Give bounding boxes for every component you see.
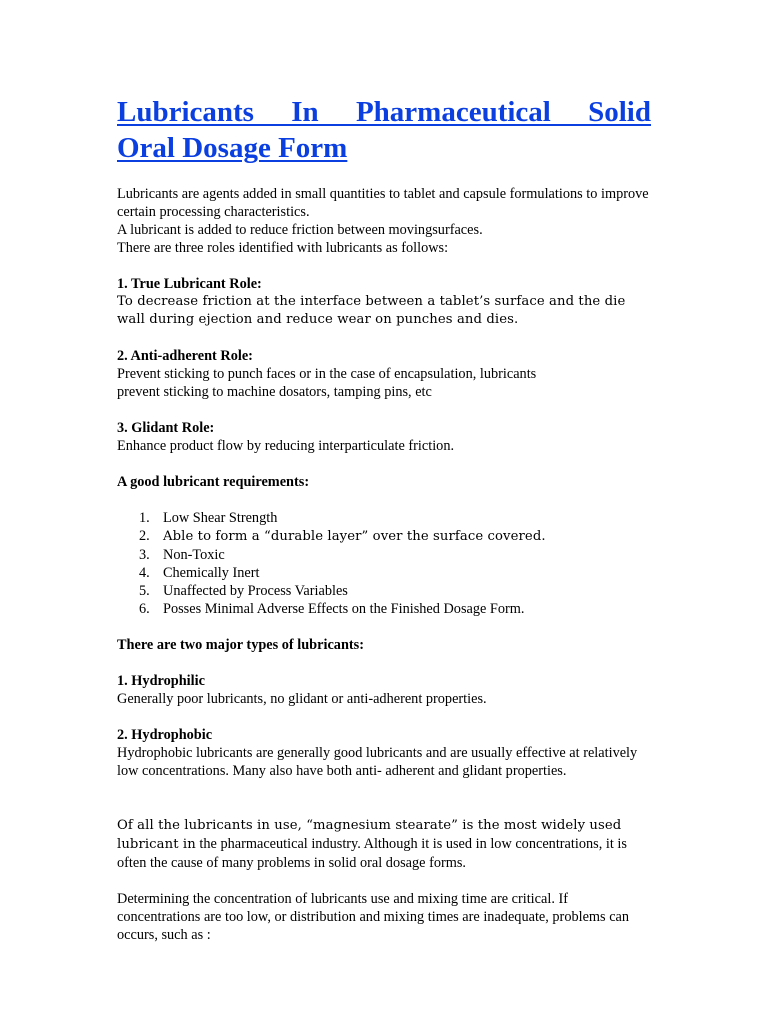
magnesium-stearate-paragraph [117,816,651,872]
role-heading: 2. Anti-adherent Role: [117,348,253,364]
requirements-heading-block [117,473,651,491]
list-item [117,600,651,618]
intro-paragraph-3: There are three roles identified with lubricants as follows: [117,240,449,256]
list-item-text: Posses Minimal Adverse Effects on the Finished Dosage Form. [163,601,525,617]
list-item-number: 4. [139,565,150,581]
list-item-number: 5. [139,583,150,599]
types-heading: There are two major types of lubricants: [117,637,364,653]
role-text: To decrease friction at the interface between a tablet’s surface and the die wall during ejection and reduce wear on punches and dies. [117,294,626,327]
role-anti-adherent [117,347,651,401]
spacer [117,780,651,816]
type-heading: 1. Hydrophilic [117,673,205,689]
mgst-text-part-1: Of all the lubricants in use, “magnesium stearate” is the most widely used lubricant in [117,818,622,852]
requirements-list [117,509,651,618]
role-text-line-1: Prevent sticking to punch faces or in the case of encapsulation, lubricants [117,366,537,382]
document-title-line-1: Lubricants In Pharmaceutical Solid [117,96,651,128]
list-item-text: Chemically Inert [163,565,260,581]
intro-section [117,185,651,257]
list-item-text: Able to form a “durable layer” over the surface covered. [163,529,546,544]
document-title-line-2: Oral Dosage Form [117,132,348,164]
document-page [117,94,651,962]
role-true-lubricant [117,275,651,329]
list-item-text: Unaffected by Process Variables [163,583,348,599]
list-item [117,582,651,600]
list-item-number: 2. [139,528,150,544]
list-item [117,527,651,546]
list-item-text: Non-Toxic [163,547,225,563]
list-item-text: Low Shear Strength [163,510,278,526]
requirements-heading: A good lubricant requirements: [117,474,310,490]
list-item-number: 6. [139,601,150,617]
type-hydrophilic [117,672,651,708]
role-glidant [117,419,651,455]
document-title [117,94,651,166]
list-item-number: 1. [139,510,150,526]
list-item [117,546,651,564]
type-hydrophobic [117,726,651,780]
closing-text: Determining the concentration of lubricants use and mixing time are critical. If concentrations are too low, or distribution and mixing times are inadequate, problems can occurs, such as : [117,891,630,943]
intro-paragraph-1: Lubricants are agents added in small quantities to tablet and capsule formulations to improve certain processing characteristics. [117,186,649,220]
mgst-text-part-2: the pharmaceutical industry. Although it is used in low concentrations, it is often the cause of many problems in solid oral dosage forms. [117,836,627,871]
list-item-number: 3. [139,547,150,563]
role-text-line-2: prevent sticking to machine dosators, tamping pins, etc [117,384,432,400]
intro-paragraph-2: A lubricant is added to reduce friction between movingsurfaces. [117,222,483,238]
role-heading: 1. True Lubricant Role: [117,276,262,292]
list-item [117,564,651,582]
type-heading: 2. Hydrophobic [117,727,213,743]
list-item [117,509,651,527]
closing-paragraph [117,890,651,944]
type-text: Hydrophobic lubricants are generally good lubricants and are usually effective at relatively low concentrations. Many also have both anti- adherent and glidant properties. [117,745,638,779]
role-text: Enhance product flow by reducing interparticulate friction. [117,438,455,454]
types-heading-block [117,636,651,654]
type-text: Generally poor lubricants, no glidant or anti-adherent properties. [117,691,487,707]
role-heading: 3. Glidant Role: [117,420,215,436]
